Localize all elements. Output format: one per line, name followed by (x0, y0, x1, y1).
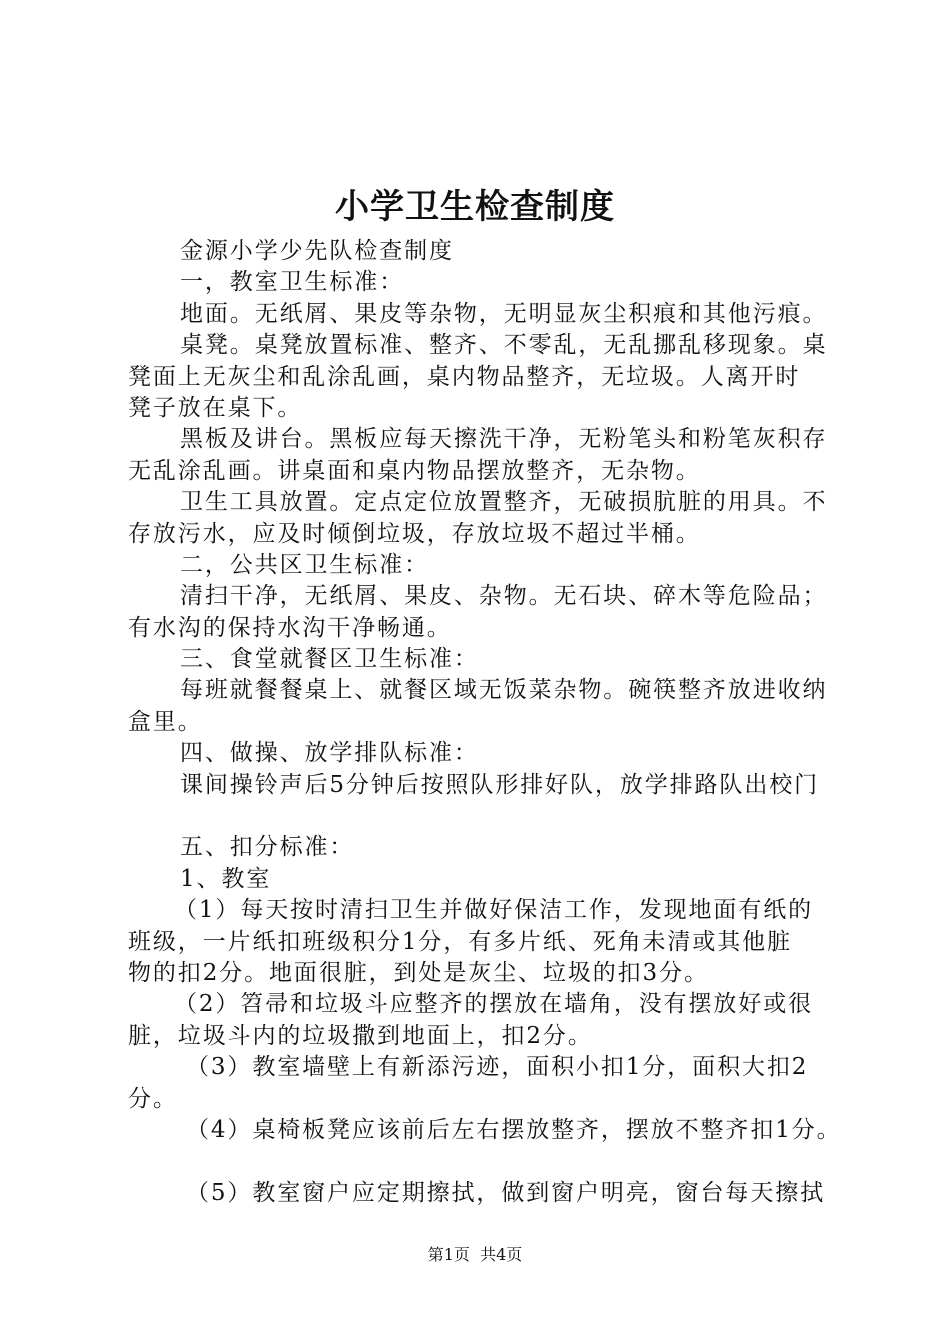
section-heading: 二，公共区卫生标准： (180, 551, 429, 578)
paragraph-line: 地面。无纸屑、果皮等杂物，无明显灰尘积痕和其他污痕。 (180, 300, 828, 327)
paragraph-line: 有水沟的保持水沟干净畅通。 (128, 614, 452, 641)
paragraph-line: （4）桌椅板凳应该前后左右摆放整齐，摆放不整齐扣1分。 (186, 1116, 842, 1143)
paragraph-line: 桌凳。桌凳放置标准、整齐、不零乱，无乱挪乱移现象。桌 (180, 332, 828, 359)
blank-line (128, 801, 848, 832)
paragraph-line: 盒里。 (128, 708, 203, 735)
paragraph-line: 清扫干净，无纸屑、果皮、杂物。无石块、碎木等危险品； (180, 583, 828, 610)
paragraph-line: （5）教室窗户应定期擦拭，做到窗户明亮，窗台每天擦拭 (186, 1179, 826, 1206)
paragraph-line: （2）笤帚和垃圾斗应整齐的摆放在墙角，没有摆放好或很 (174, 991, 814, 1018)
document-body (128, 236, 848, 1209)
paragraph-line: 凳子放在桌下。 (128, 394, 303, 421)
paragraph-line: （3）教室墙壁上有新添污迹，面积小扣1分，面积大扣2 (186, 1054, 809, 1081)
page-number-footer: 第1页 共4页 (427, 1245, 523, 1264)
paragraph-line: 班级，一片纸扣班级积分1分，有多片纸、死角未清或其他脏 (128, 928, 792, 955)
paragraph-line: 物的扣2分。地面很脏，到处是灰尘、垃圾的扣3分。 (128, 959, 709, 986)
section-heading: 五、扣分标准： (180, 834, 355, 861)
subtitle-line: 金源小学少先队检查制度 (180, 238, 454, 264)
section-heading: 一，教室卫生标准： (180, 269, 405, 296)
paragraph-line: 脏，垃圾斗内的垃圾撒到地面上，扣2分。 (128, 1022, 593, 1049)
blank-line (128, 1146, 848, 1177)
paragraph-line: （1）每天按时清扫卫生并做好保洁工作，发现地面有纸的 (174, 897, 814, 924)
paragraph-line: 卫生工具放置。定点定位放置整齐，无破损肮脏的用具。不 (180, 489, 828, 516)
section-heading: 四、做操、放学排队标准： (180, 740, 479, 767)
paragraph-line: 课间操铃声后5分钟后按照队形排好队，放学排路队出校门 (180, 771, 820, 798)
paragraph-line: 黑板及讲台。黑板应每天擦洗干净，无粉笔头和粉笔灰积存 (180, 426, 828, 453)
paragraph-line: 存放污水，应及时倾倒垃圾，存放垃圾不超过半桶。 (128, 520, 701, 547)
paragraph-line: 每班就餐餐桌上、就餐区域无饭菜杂物。碗筷整齐放进收纳 (180, 677, 828, 704)
subsection-heading: 1、教室 (180, 865, 272, 892)
paragraph-line: 凳面上无灰尘和乱涂乱画，桌内物品整齐，无垃圾。人离开时 (128, 363, 801, 390)
paragraph-line: 无乱涂乱画。讲桌面和桌内物品摆放整齐，无杂物。 (128, 457, 701, 484)
section-heading: 三、食堂就餐区卫生标准： (180, 646, 479, 673)
document-title: 小学卫生检查制度 (335, 187, 615, 227)
paragraph-line: 分。 (128, 1085, 178, 1112)
